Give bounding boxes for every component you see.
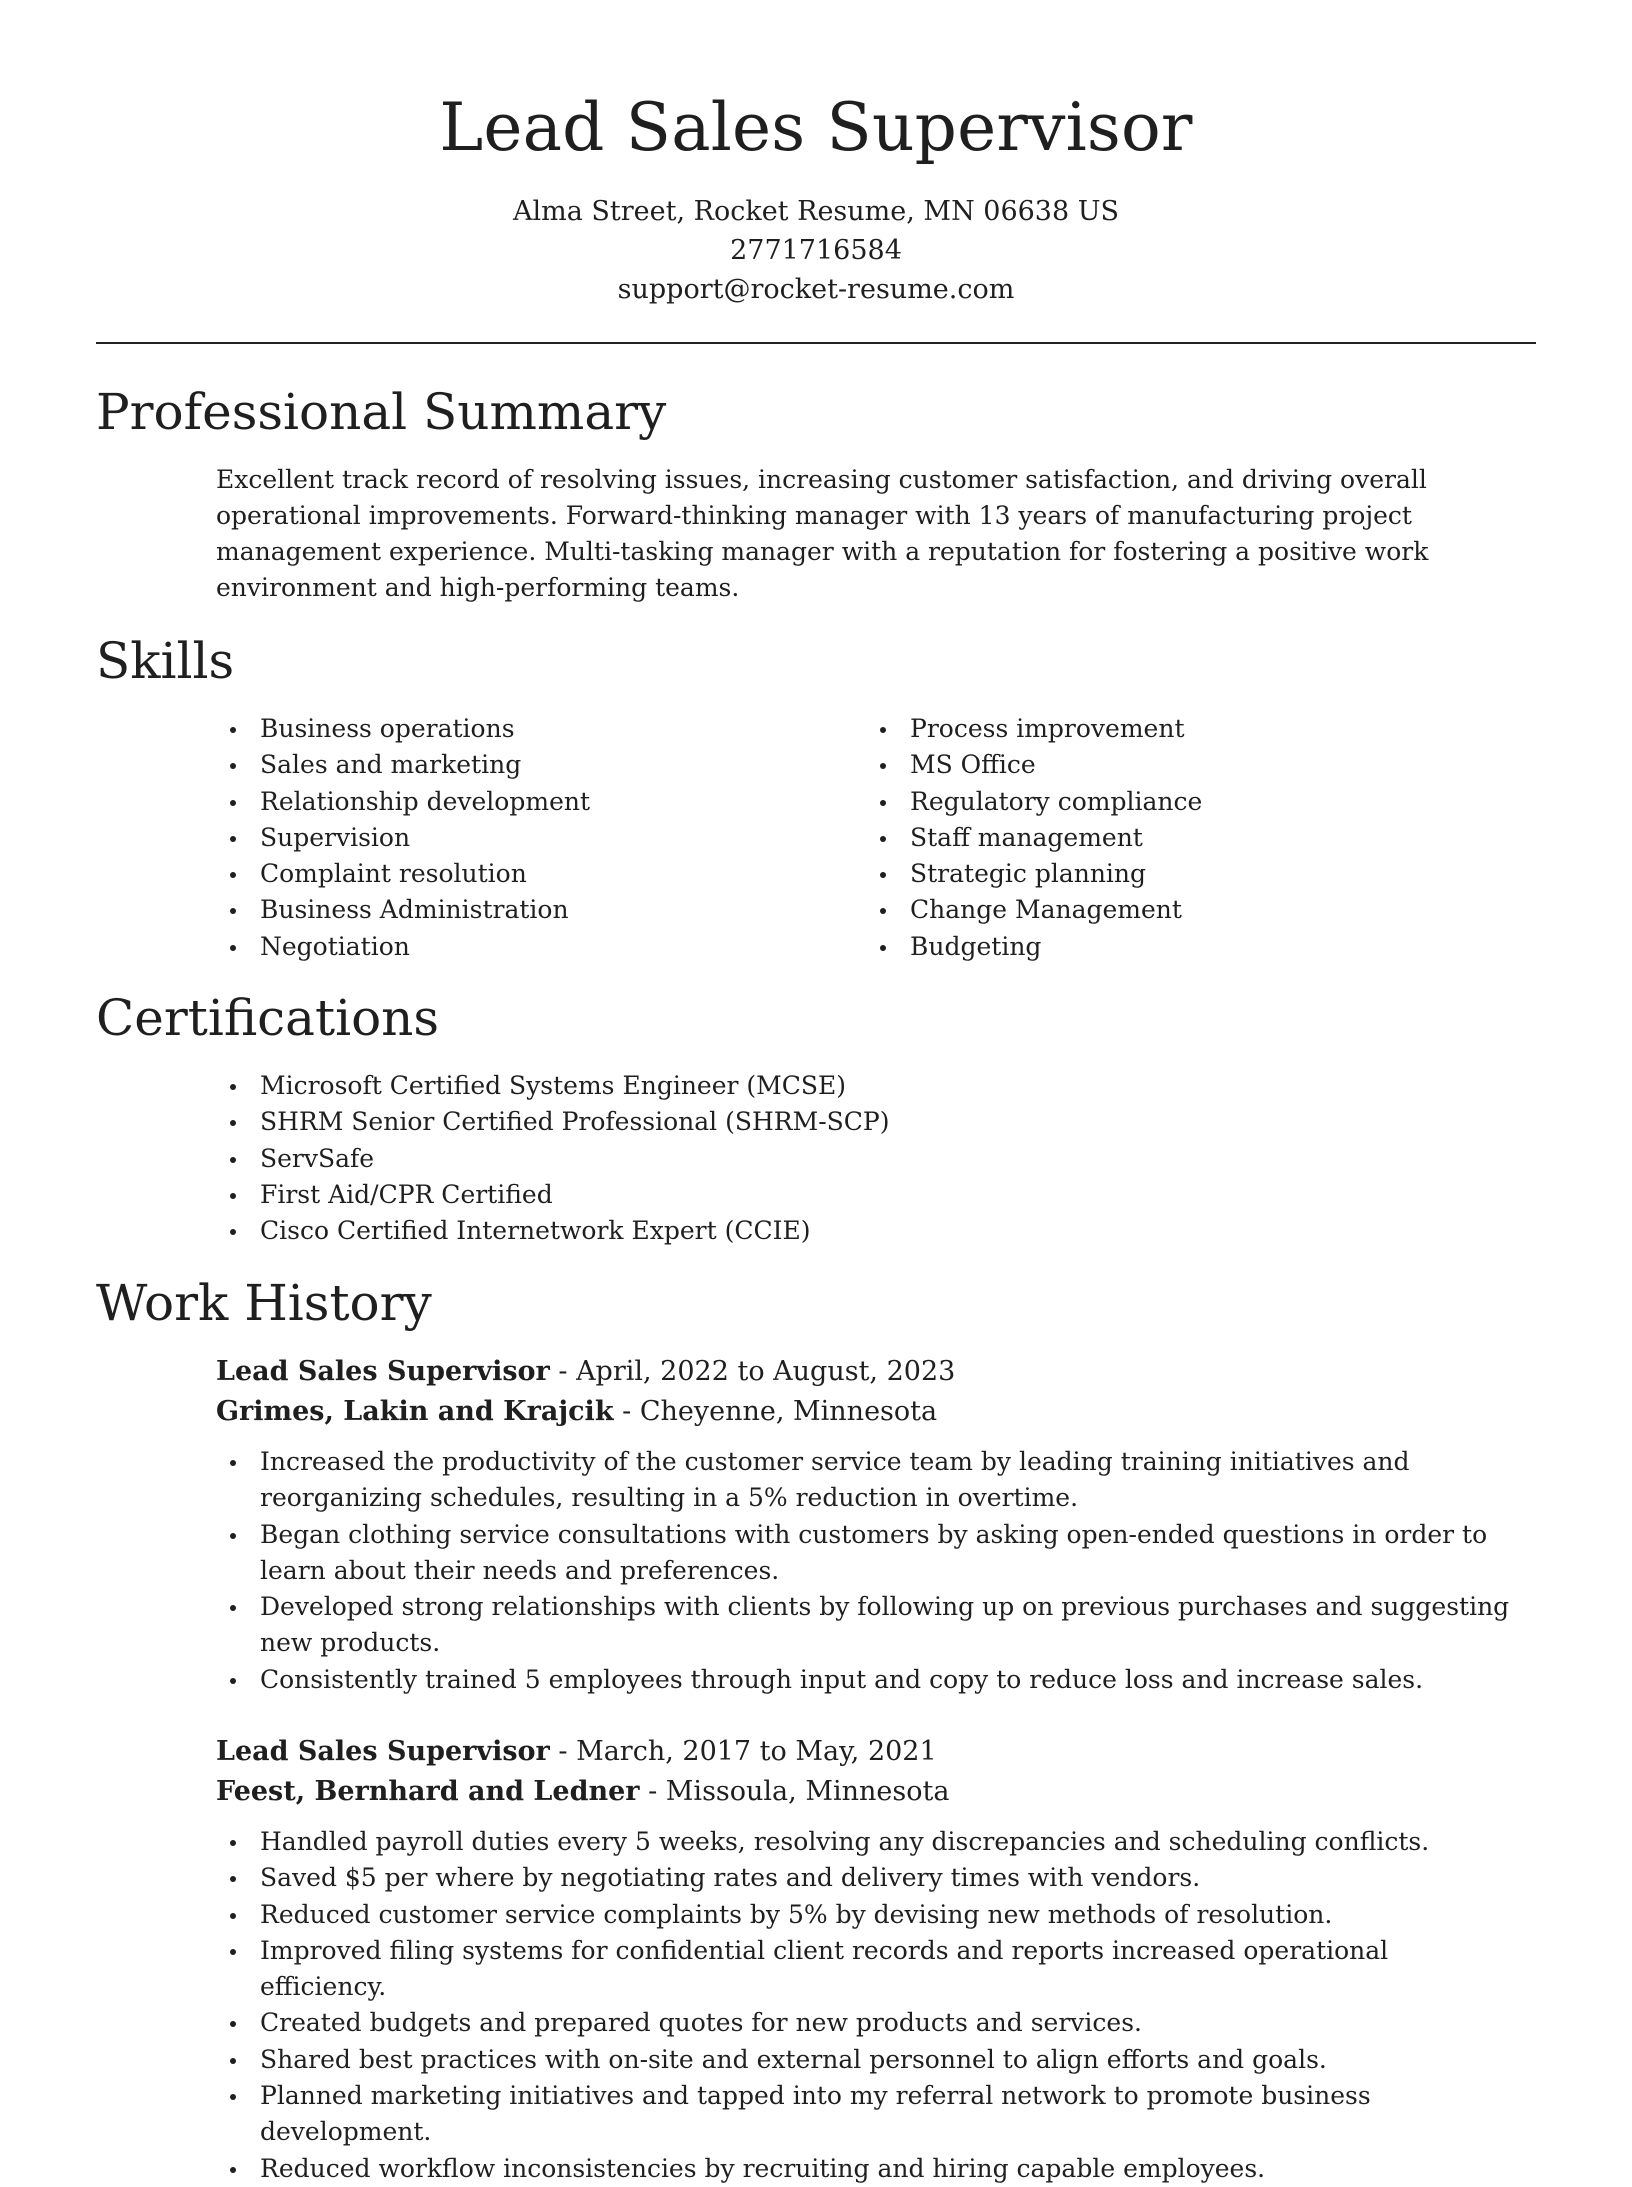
job-title: Lead Sales Supervisor bbox=[216, 1356, 550, 1387]
job-location: Cheyenne, Minnesota bbox=[639, 1396, 938, 1427]
company-location-separator: - bbox=[613, 1396, 640, 1427]
resume-header bbox=[0, 86, 1632, 309]
email-line: support@rocket-resume.com bbox=[617, 274, 1015, 305]
job-company-line bbox=[216, 1392, 1516, 1432]
skill-item: Strategic planning bbox=[866, 856, 1466, 892]
job-bullet: Saved $5 per where by negotiating rates and delivery times with vendors. bbox=[216, 1860, 1516, 1896]
skills-list-left bbox=[216, 711, 816, 965]
job-company: Grimes, Lakin and Krajcik bbox=[216, 1396, 614, 1427]
job-bullet: Improved filing systems for confidential client records and reports increased operational efficiency. bbox=[216, 1933, 1516, 2006]
section-title-summary: Professional Summary bbox=[96, 383, 667, 441]
address-line: Alma Street, Rocket Resume, MN 06638 US bbox=[513, 196, 1119, 227]
job-title-line bbox=[216, 1732, 1516, 1772]
skill-item: Change Management bbox=[866, 892, 1466, 928]
job-bullet: Developed strong relationships with clients by following up on previous purchases and suggesting new products. bbox=[216, 1589, 1516, 1662]
job-bullet: Shared best practices with on-site and external personnel to align efforts and goals. bbox=[216, 2042, 1516, 2078]
skill-item: Regulatory compliance bbox=[866, 784, 1466, 820]
job-bullet: Created budgets and prepared quotes for new products and services. bbox=[216, 2005, 1516, 2041]
job-bullet: Increased the productivity of the customer service team by leading training initiatives and reorganizing schedules, resulting in a 5% reduction in overtime. bbox=[216, 1444, 1516, 1517]
contact-info bbox=[0, 192, 1632, 309]
summary-text: Excellent track record of resolving issues, increasing customer satisfaction, and driving overall operational improvements. Forward-thinking manager with 13 years of manufacturing project management experience. Multi-tasking manager with a reputation for fostering a positive work environment and high-performing teams. bbox=[216, 465, 1429, 602]
job-entry bbox=[216, 1732, 1516, 2187]
job-title: Lead Sales Supervisor bbox=[216, 1736, 550, 1767]
job-location: Missoula, Minnesota bbox=[665, 1776, 950, 1807]
section-title-skills: Skills bbox=[96, 632, 235, 690]
job-title-line bbox=[216, 1352, 1516, 1392]
title-date-separator: - bbox=[549, 1356, 577, 1387]
skill-item: Relationship development bbox=[216, 784, 816, 820]
job-company-line bbox=[216, 1772, 1516, 1812]
section-title-work-history: Work History bbox=[96, 1274, 432, 1332]
certification-item: First Aid/CPR Certified bbox=[216, 1177, 1316, 1213]
skill-item: Staff management bbox=[866, 820, 1466, 856]
section-title-certifications: Certifications bbox=[96, 989, 440, 1047]
job-bullet: Planned marketing initiatives and tapped into my referral network to promote business development. bbox=[216, 2078, 1516, 2151]
skills-list-right bbox=[866, 711, 1466, 965]
certification-item: SHRM Senior Certified Professional (SHRM-SCP) bbox=[216, 1104, 1316, 1140]
phone-line: 2771716584 bbox=[730, 235, 902, 266]
job-bullet-list bbox=[216, 1444, 1516, 1698]
certification-item: ServSafe bbox=[216, 1141, 1316, 1177]
header-divider bbox=[96, 342, 1536, 344]
certifications-list bbox=[216, 1068, 1316, 1249]
skill-item: Business Administration bbox=[216, 892, 816, 928]
skill-item: Supervision bbox=[216, 820, 816, 856]
certification-item: Cisco Certified Internetwork Expert (CCIE) bbox=[216, 1213, 1316, 1249]
job-bullet: Handled payroll duties every 5 weeks, resolving any discrepancies and scheduling conflicts. bbox=[216, 1824, 1516, 1860]
job-bullet-list bbox=[216, 1824, 1516, 2187]
skill-item: Business operations bbox=[216, 711, 816, 747]
job-bullet: Began clothing service consultations with customers by asking open-ended questions in order to learn about their needs and preferences. bbox=[216, 1517, 1516, 1590]
job-company: Feest, Bernhard and Ledner bbox=[216, 1776, 640, 1807]
job-entry bbox=[216, 1352, 1516, 1698]
skill-item: Budgeting bbox=[866, 929, 1466, 965]
job-bullet: Consistently trained 5 employees through input and copy to reduce loss and increase sales. bbox=[216, 1662, 1516, 1698]
job-dates: March, 2017 to May, 2021 bbox=[576, 1736, 937, 1767]
job-bullet: Reduced customer service complaints by 5% by devising new methods of resolution. bbox=[216, 1897, 1516, 1933]
skill-item: MS Office bbox=[866, 747, 1466, 783]
skill-item: Sales and marketing bbox=[216, 747, 816, 783]
job-dates: April, 2022 to August, 2023 bbox=[576, 1356, 956, 1387]
company-location-separator: - bbox=[639, 1776, 666, 1807]
candidate-name: Lead Sales Supervisor bbox=[439, 89, 1193, 166]
skill-item: Process improvement bbox=[866, 711, 1466, 747]
skill-item: Negotiation bbox=[216, 929, 816, 965]
certification-item: Microsoft Certified Systems Engineer (MCSE) bbox=[216, 1068, 1316, 1104]
skill-item: Complaint resolution bbox=[216, 856, 816, 892]
job-bullet: Reduced workflow inconsistencies by recruiting and hiring capable employees. bbox=[216, 2151, 1516, 2187]
title-date-separator: - bbox=[549, 1736, 577, 1767]
